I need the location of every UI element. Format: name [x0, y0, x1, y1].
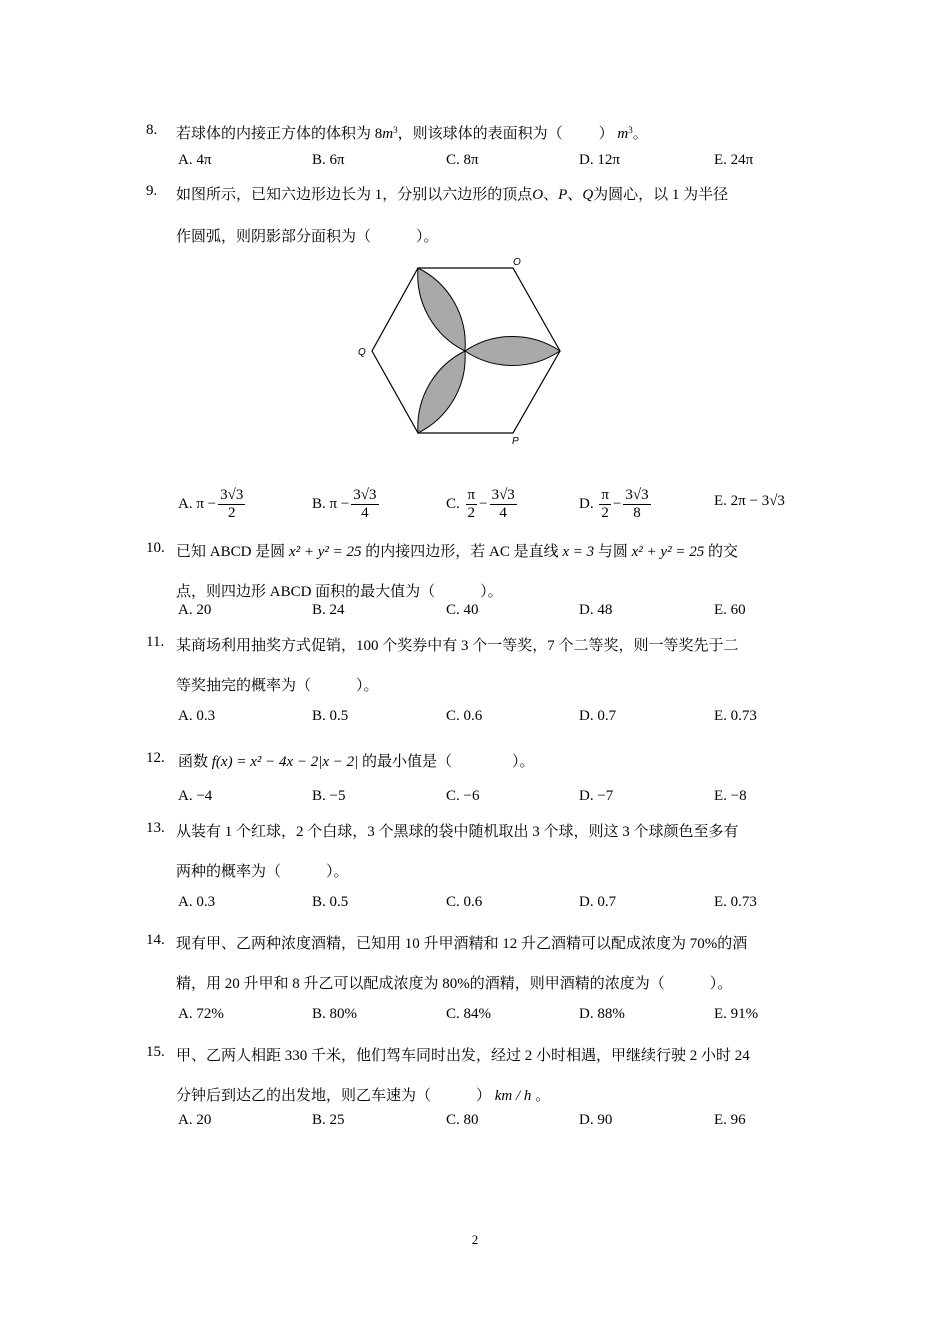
question-text: 某商场利用抽奖方式促销，100 个奖券中有 3 个一等奖，7 个二等奖，则一等奖先于二: [176, 638, 739, 654]
option-c: C. $\frac{\pi}{2}$ − $\frac{3√3}{4}$: [446, 487, 515, 521]
option-a: A. 72%: [178, 1006, 224, 1022]
option-a: A. −4: [178, 788, 213, 804]
question-number: 8.: [146, 122, 158, 138]
shaded-petal-bottom: [418, 351, 465, 433]
question-8-options: [178, 152, 818, 172]
question-text: 从装有 1 个红球，2 个白球，3 个黑球的袋中随机取出 3 个球，则这 3 个球颜色至多有: [176, 824, 739, 840]
option-b: B. π − $\frac{3√3}{4}$: [312, 487, 377, 521]
question-text-line2: 精，用 20 升甲和 8 升乙可以配成浓度为 80%的酒精，则甲酒精的浓度为（ ）。: [176, 976, 733, 992]
fraction: $\frac{\pi}{2}$: [601, 487, 609, 521]
question-text-line2: 分钟后到达乙的出发地，则乙车速为（ ） km / h 。: [176, 1088, 551, 1104]
option-d: D. 0.7: [579, 894, 617, 910]
fraction: $\frac{3√3}{8}$: [625, 487, 649, 521]
question-13-options: [178, 894, 818, 914]
option-a: A. 20: [178, 1112, 212, 1128]
option-b: B. 6π: [312, 152, 345, 168]
question-number: 12.: [146, 750, 165, 766]
option-e: E. 0.73: [714, 708, 757, 724]
option-c: C. 0.6: [446, 708, 483, 724]
question-12-options: [178, 788, 818, 808]
option-c: C. 80: [446, 1112, 479, 1128]
question-number: 9.: [146, 183, 158, 199]
fraction: $\frac{\pi}{2}$: [467, 487, 476, 521]
question-9-options: [178, 479, 818, 523]
function-expression: f(x) = x² − 4x − 2|x − 2|: [211, 754, 359, 770]
option-c: C. 40: [446, 602, 479, 618]
option-e: E. 96: [714, 1112, 746, 1128]
question-text: 甲、乙两人相距 330 千米，他们驾车同时出发，经过 2 小时相遇，甲继续行驶 2 小时 24: [176, 1048, 750, 1064]
option-d: D. 0.7: [579, 708, 617, 724]
question-15-options: [178, 1112, 818, 1132]
hexagon-figure: [356, 258, 576, 444]
vertex-label-q: Q: [358, 347, 366, 358]
shaded-petal-right: [465, 336, 560, 365]
question-number: 15.: [146, 1044, 165, 1060]
option-e: E. 2π − 3√3: [714, 493, 785, 509]
option-d: D. $\frac{\pi}{2}$ − $\frac{3√3}{8}$: [579, 487, 649, 521]
question-text-line2: 作圆弧，则阴影部分面积为（ ）。: [176, 229, 439, 245]
option-d: D. 90: [579, 1112, 613, 1128]
option-d: D. −7: [579, 788, 614, 804]
question-text-line2: 点，则四边形 ABCD 面积的最大值为（ ）。: [176, 584, 503, 600]
question-14-options: [178, 1006, 818, 1026]
question-text: 函数 f(x) = x² − 4x − 2|x − 2| 的最小值是（ ）。: [178, 754, 535, 770]
option-b: B. 0.5: [312, 894, 349, 910]
question-text: 如图所示，已知六边形边长为 1，分别以六边形的顶点O、P、Q为圆心，以 1 为半径: [176, 187, 729, 203]
option-c: C. 84%: [446, 1006, 491, 1022]
question-text-line2: 等奖抽完的概率为（ ）。: [176, 678, 379, 694]
question-text: 若球体的内接正方体的体积为 $8m^3$，则该球体的表面积为（ ） $m^3$。: [176, 125, 648, 142]
option-a: A. 0.3: [178, 894, 216, 910]
question-number: 11.: [146, 634, 165, 650]
option-e: E. −8: [714, 788, 747, 804]
fraction: $\frac{3√3}{2}$: [220, 487, 244, 521]
option-d: D. 88%: [579, 1006, 625, 1022]
option-e: E. 24π: [714, 152, 754, 168]
question-text-line2: 两种的概率为（ ）。: [176, 864, 349, 880]
shaded-petal-top: [418, 268, 466, 351]
question-11-options: [178, 708, 818, 728]
question-text: 已知 ABCD 是圆 x² + y² = 25 的内接四边形，若 AC 是直线 x = 3 与圆 x² + y² = 25 的交: [176, 544, 738, 560]
question-number: 13.: [146, 820, 165, 836]
option-e: E. 60: [714, 602, 746, 618]
vertex-label-p: P: [512, 436, 519, 444]
option-d: D. 48: [579, 602, 613, 618]
question-text: 现有甲、乙两种浓度酒精，已知用 10 升甲酒精和 12 升乙酒精可以配成浓度为 70%的酒: [176, 936, 748, 952]
option-b: B. 25: [312, 1112, 345, 1128]
option-c: C. 0.6: [446, 894, 483, 910]
page-number: 2: [471, 1232, 479, 1247]
question-number: 14.: [146, 932, 165, 948]
option-b: B. 0.5: [312, 708, 349, 724]
question-number: 10.: [146, 540, 165, 556]
option-a: A. 0.3: [178, 708, 216, 724]
question-10-options: [178, 602, 818, 622]
option-b: B. 24: [312, 602, 345, 618]
vertex-label-o: O: [513, 258, 521, 268]
option-a: A. 20: [178, 602, 212, 618]
fraction: $\frac{3√3}{4}$: [353, 487, 377, 521]
option-e: E. 0.73: [714, 894, 757, 910]
option-b: B. −5: [312, 788, 346, 804]
option-d: D. 12π: [579, 152, 620, 168]
fraction: $\frac{3√3}{4}$: [491, 487, 515, 521]
option-a: A. π − $\frac{3√3}{2}$: [178, 487, 244, 521]
option-c: C. 8π: [446, 152, 479, 168]
option-e: E. 91%: [714, 1006, 759, 1022]
option-b: B. 80%: [312, 1006, 357, 1022]
option-c: C. −6: [446, 788, 480, 804]
option-a: A. 4π: [178, 152, 212, 168]
